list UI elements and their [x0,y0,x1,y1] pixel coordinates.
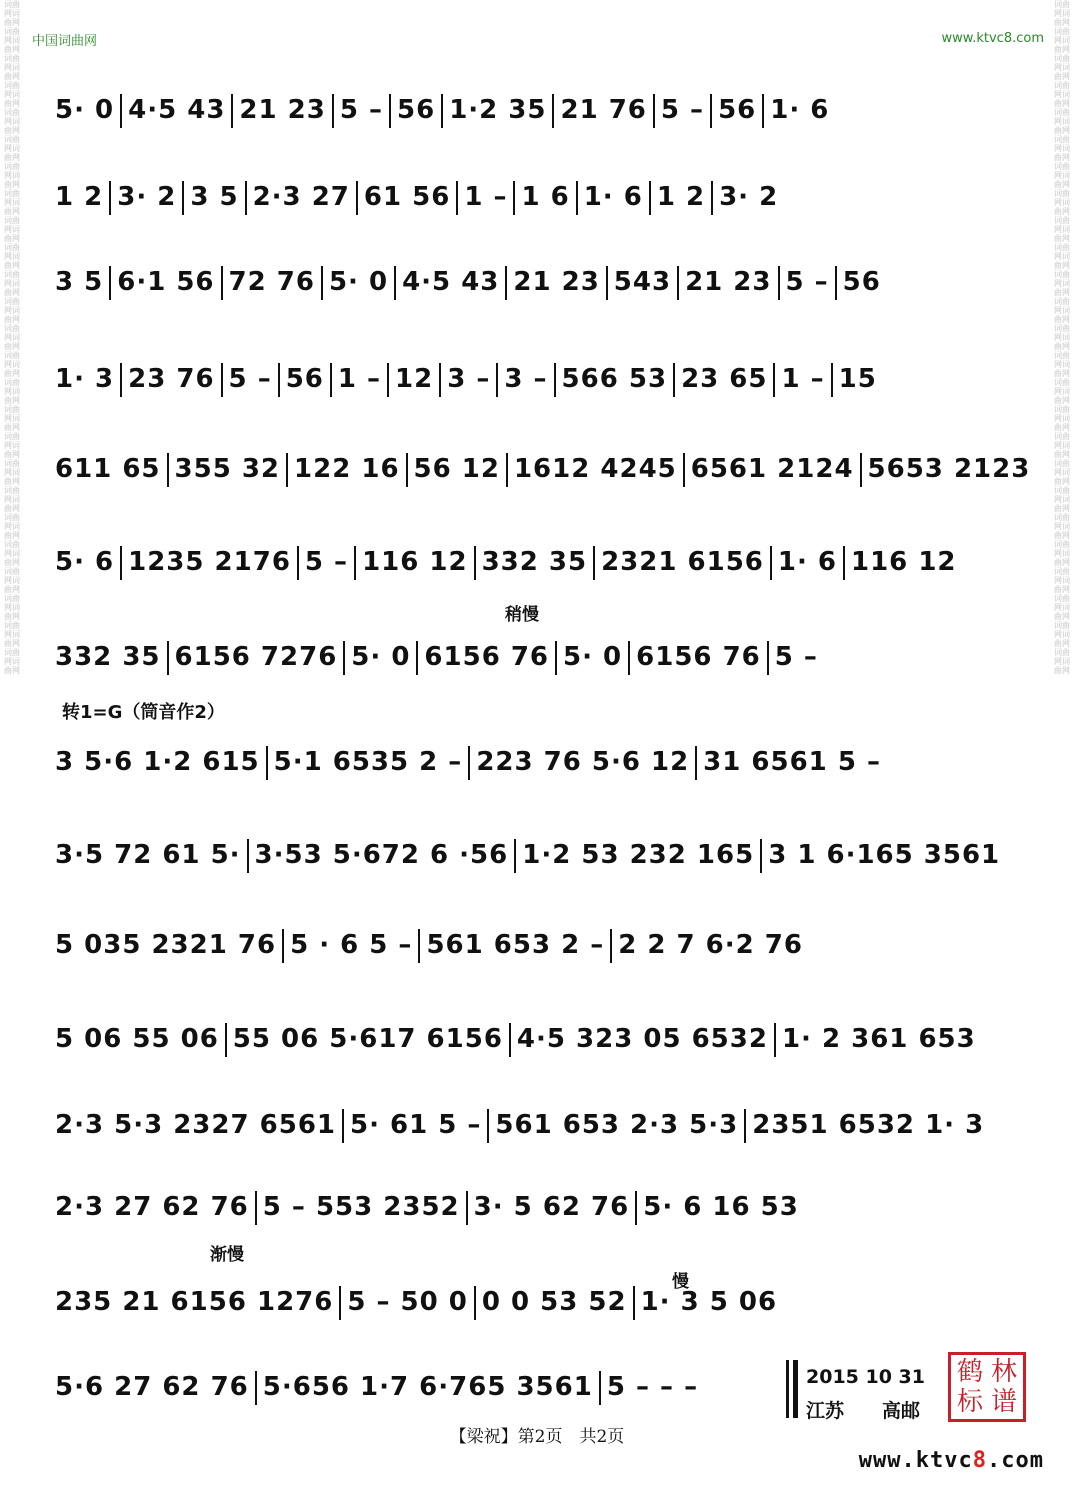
place-text: 江苏 高邮 [806,1400,921,1422]
measure: 3· 2 [719,182,779,212]
measure: 21 76 [560,95,647,125]
measure: 6156 76 [424,642,550,672]
measure: 1· 6 [770,95,830,125]
measure: 2321 6156 [601,547,764,577]
barline [509,1023,511,1057]
modulation-label: 转1=G（筒音作2） [62,702,225,723]
measure: 2 2 7 6·2 76 [618,930,803,960]
measure: 72 76 [228,267,315,297]
measure: 6·1 56 [117,267,215,297]
measure: 5 – [339,95,383,125]
score-line [55,265,1025,299]
measure: 1 6 [521,182,570,212]
barline [576,181,578,215]
measure: 1235 2176 [128,547,291,577]
barline [441,94,443,128]
barline [496,363,498,397]
measure: 1· 3 [55,364,115,394]
barline [774,1023,776,1057]
measure: 116 12 [362,547,468,577]
barline [394,266,396,300]
seal-char: 鹤 [956,1357,983,1387]
measure: 15 [838,364,877,394]
logo-suffix: .com [987,1448,1044,1473]
measure: 21 23 [513,267,600,297]
measure: 1· 2 361 653 [781,1024,976,1054]
barline [221,266,223,300]
measure: 56 [718,95,757,125]
measure: 5 06 55 06 [55,1024,219,1054]
measure: 5 – 553 2352 [262,1192,460,1222]
measure: 3 5 [190,182,239,212]
measure: 1· 3 5 06 [640,1287,778,1317]
measure: 223 76 5·6 12 [476,747,690,777]
barline [487,1109,489,1143]
measure: 2·3 27 [252,182,350,212]
barline [653,94,655,128]
measure: 332 35 [481,547,588,577]
barline [278,363,280,397]
barline [389,94,391,128]
measure: 0 0 53 52 [481,1287,627,1317]
barline [406,453,408,487]
barline [439,363,441,397]
measure: 2·3 5·3 2327 6561 [55,1110,336,1140]
measure: 1·2 35 [449,95,547,125]
barline [266,746,268,780]
barline [297,546,299,580]
barline [695,746,697,780]
barline [593,546,595,580]
measure: 3 5 [55,267,104,297]
seal-char: 标 [956,1387,983,1417]
barline [633,1286,635,1320]
measure: 332 35 [55,642,161,672]
seal-char: 林 [990,1357,1017,1387]
measure: 6156 76 [636,642,761,672]
barline [387,363,389,397]
barline [773,363,775,397]
measure: 56 [397,95,436,125]
measure: 5· 0 [55,95,115,125]
barline [245,181,247,215]
score-line [55,1285,1025,1319]
score-line [55,362,1025,396]
measure: 561 653 2 – [426,930,605,960]
barline [321,266,323,300]
final-barline-thick [793,1360,798,1418]
barline [356,181,358,215]
measure: 1 – [781,364,825,394]
barline [778,266,780,300]
measure: 5 · 6 5 – [290,930,413,960]
barline [120,546,122,580]
barline [225,1023,227,1057]
barline [677,266,679,300]
measure: 56 12 [413,454,500,484]
barline [339,1286,341,1320]
measure: 23 76 [128,364,215,394]
barline [456,181,458,215]
barline [342,1109,344,1143]
barline [332,94,334,128]
barline [831,363,833,397]
measure: 1612 4245 [513,454,677,484]
barline [255,1371,257,1405]
barline [762,94,764,128]
measure: 2·3 27 62 76 [55,1192,249,1222]
barline [649,181,651,215]
score-line [55,745,1025,779]
barline [860,453,862,487]
barline [109,266,111,300]
barline [120,363,122,397]
measure: 61 56 [363,182,451,212]
barline [474,1286,476,1320]
seal [948,1352,1026,1422]
measure: 566 53 [561,364,668,394]
measure: 5·656 1·7 6·765 3561 [262,1372,593,1402]
measure: 5653 2123 [867,454,1031,484]
barline [109,181,111,215]
measure: 3 5·6 1·2 615 [55,747,260,777]
barline [466,1191,468,1225]
score-line [55,1108,1025,1142]
barline [416,641,418,675]
measure: 5 – [660,95,705,125]
barline [343,641,345,675]
barline [474,546,476,580]
barline [231,94,233,128]
measure: 561 653 2·3 5·3 [495,1110,739,1140]
measure: 1 2 [55,182,104,212]
barline [221,363,223,397]
barline [554,363,556,397]
barline [760,839,762,873]
measure: 611 65 [55,454,161,484]
measure: 5·6 27 62 76 [55,1372,249,1402]
barline [835,266,837,300]
measure: 4·5 43 [128,95,226,125]
measure: 5· 61 5 – [350,1110,482,1140]
measure: 4·5 323 05 6532 [516,1024,768,1054]
barline [167,641,169,675]
tempo-gradually-slow: 渐慢 [210,1245,244,1265]
measure: 2351 6532 1· 3 [752,1110,985,1140]
seal-char: 谱 [990,1387,1017,1417]
measure: 355 32 [174,454,281,484]
measure: 543 [613,267,672,297]
measure: 56 [842,267,881,297]
bottom-logo[interactable] [859,1448,1044,1473]
barline [744,1109,746,1143]
measure: 1· 6 [583,182,643,212]
barline [506,453,508,487]
measure: 1 2 [656,182,706,212]
measure: 1 – [464,182,508,212]
measure: 6156 7276 [174,642,338,672]
measure: 3·53 5·672 6 ·56 [254,840,509,870]
measure: 4·5 43 [402,267,500,297]
score-line [55,1190,1025,1224]
barline [247,839,249,873]
measure: 5 – [228,364,272,394]
score-line [55,838,1025,872]
barline [606,266,608,300]
barline [635,1191,637,1225]
measure: 5· 0 [351,642,411,672]
measure: 3 – [504,364,548,394]
barline [286,453,288,487]
barline [770,546,772,580]
measure: 235 21 6156 1276 [55,1287,334,1317]
barline [505,266,507,300]
measure: 23 65 [681,364,768,394]
measure: 21 23 [685,267,772,297]
barline [167,453,169,487]
barline [683,453,685,487]
barline [514,839,516,873]
barline [628,641,630,675]
barline [610,929,612,963]
measure: 5·1 6535 2 – [273,747,463,777]
barline [710,94,712,128]
barline [468,746,470,780]
date-text: 2015 10 31 [806,1366,925,1388]
barline [255,1191,257,1225]
score-line [55,640,1025,674]
measure: 5 – – – [606,1372,699,1402]
measure: 5· 0 [328,267,389,297]
score-line [55,452,1031,486]
measure: 3 – [447,364,491,394]
measure: 3· 5 62 76 [473,1192,630,1222]
measure: 1 – [337,364,382,394]
measure: 122 16 [294,454,400,484]
measure: 5 – 50 0 [347,1287,468,1317]
barline [767,641,769,675]
barline [120,94,122,128]
measure: 5 – [774,642,818,672]
score-line [55,93,1025,127]
barline [843,546,845,580]
barline [282,929,284,963]
barline [513,181,515,215]
site-name[interactable]: 中国词曲网 [32,34,98,49]
tempo-slightly-slow: 稍慢 [505,605,539,625]
barline [552,94,554,128]
measure: 5 – [304,547,349,577]
barline [354,546,356,580]
tempo-slow: 慢 [672,1272,689,1292]
site-url[interactable]: www.ktvc8.com [941,31,1044,46]
page-footer: 【梁祝】第2页 共2页 [449,1427,625,1447]
barline [673,363,675,397]
measure: 3·5 72 61 5· [55,840,241,870]
score-line [55,180,1025,214]
measure: 55 06 5·617 6156 [232,1024,503,1054]
barline [330,363,332,397]
final-barline-thin [786,1360,789,1418]
measure: 1· 6 [777,547,837,577]
barline [599,1371,601,1405]
measure: 3· 2 [117,182,177,212]
barline [711,181,713,215]
measure: 5· 6 [55,547,115,577]
measure: 5· 6 16 53 [643,1192,799,1222]
measure: 56 [285,364,324,394]
measure: 116 12 [851,547,957,577]
left-watermark-strip: 词曲网词曲网词曲网词曲网词曲网词曲网词曲网词曲网词曲网词曲网词曲网词曲网词曲网词曲网词曲网词曲网词曲网词曲网词曲网词曲网词曲网词曲网词曲网词曲网词曲网词曲网词曲网词曲网词曲网词曲网词曲网词曲网词曲网词曲网词曲网词曲网词曲网词曲网词曲网词曲网词曲网词曲网词曲网词曲网词曲网词曲网词曲网词曲网词曲网词曲网 [4,0,20,675]
measure: 1·2 53 232 165 [522,840,755,870]
measure: 31 6561 5 – [703,747,881,777]
score-line [55,928,1025,962]
measure: 5 035 2321 76 [55,930,277,960]
right-watermark-strip: 词曲网词曲网词曲网词曲网词曲网词曲网词曲网词曲网词曲网词曲网词曲网词曲网词曲网词曲网词曲网词曲网词曲网词曲网词曲网词曲网词曲网词曲网词曲网词曲网词曲网词曲网词曲网词曲网词曲网词曲网词曲网词曲网词曲网词曲网词曲网词曲网词曲网词曲网词曲网词曲网词曲网词曲网词曲网词曲网词曲网词曲网词曲网词曲网词曲网词曲网 [1054,0,1070,675]
score-line [55,545,1025,579]
barline [182,181,184,215]
barline [555,641,557,675]
measure: 21 23 [239,95,326,125]
score-line [55,1022,1025,1056]
measure: 5· 0 [563,642,623,672]
measure: 3 1 6·165 3561 [768,840,1001,870]
measure: 12 [395,364,434,394]
logo-accent: 8 [972,1448,988,1473]
measure: 5 – [785,267,829,297]
logo-prefix: www.ktvc [858,1448,973,1473]
barline [418,929,420,963]
measure: 6561 2124 [690,454,854,484]
